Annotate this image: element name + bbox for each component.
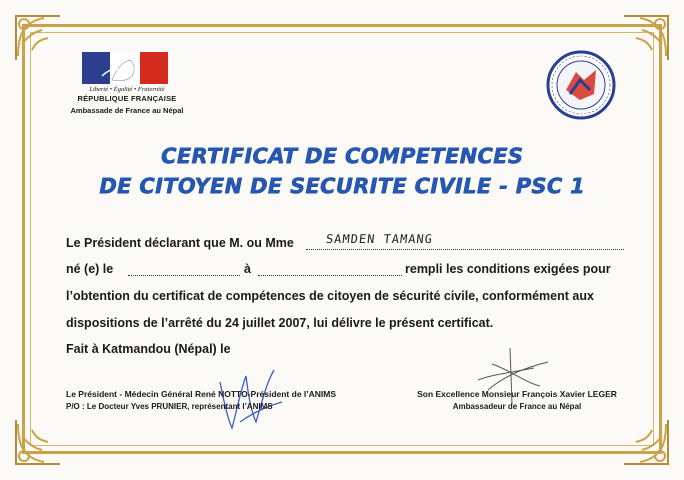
certificate-text-line4: dispositions de l’arrêté du 24 juillet 2007, lui délivre le présent certificat.	[66, 316, 494, 330]
ornament-corner-icon	[624, 420, 670, 466]
birthplace-dotted-line	[258, 275, 402, 276]
born-label: né (e) le	[66, 262, 114, 276]
republic-motto: Liberté • Égalité • Fraternité	[89, 86, 165, 93]
embassy-name: Ambassade de France au Népal	[70, 106, 184, 115]
ornament-corner-icon	[624, 14, 670, 60]
place-date-label: Fait à Katmandou (Népal) le	[66, 342, 231, 356]
president-signatory: Le Président - Médecin Général René NOTTO-Président de l’ANIMS	[66, 389, 337, 399]
certificate-title-line2: DE CITOYEN DE SECURITE CIVILE - PSC 1	[99, 174, 585, 198]
ornament-corner-icon	[14, 420, 60, 466]
president-representative: P/O : Le Docteur Yves PRUNIER, représentant l’ANIMS	[66, 402, 273, 411]
birthdate-dotted-line	[128, 275, 240, 276]
recipient-name-handwritten: SAMDEN TAMANG	[325, 232, 434, 246]
name-dotted-line	[306, 249, 624, 250]
marianne-flag-icon	[82, 52, 168, 84]
conditions-text: rempli les conditions exigées pour	[405, 262, 611, 276]
republic-name: RÉPUBLIQUE FRANÇAISE	[77, 94, 177, 103]
birthplace-label: à	[244, 262, 251, 276]
declaration-label: Le Président déclarant que M. ou Mme	[66, 236, 294, 250]
certificate-text-line3: l’obtention du certificat de compétences de citoyen de sécurité civile, conformément aux	[66, 289, 594, 303]
certificate-title-line1: CERTIFICAT DE COMPETENCES	[160, 144, 524, 168]
anims-seal-icon	[546, 50, 616, 120]
ambassador-signatory: Son Excellence Monsieur François Xavier LEGER	[417, 389, 617, 399]
ambassador-title: Ambassadeur de France au Népal	[452, 402, 582, 411]
ornament-corner-icon	[14, 14, 60, 60]
